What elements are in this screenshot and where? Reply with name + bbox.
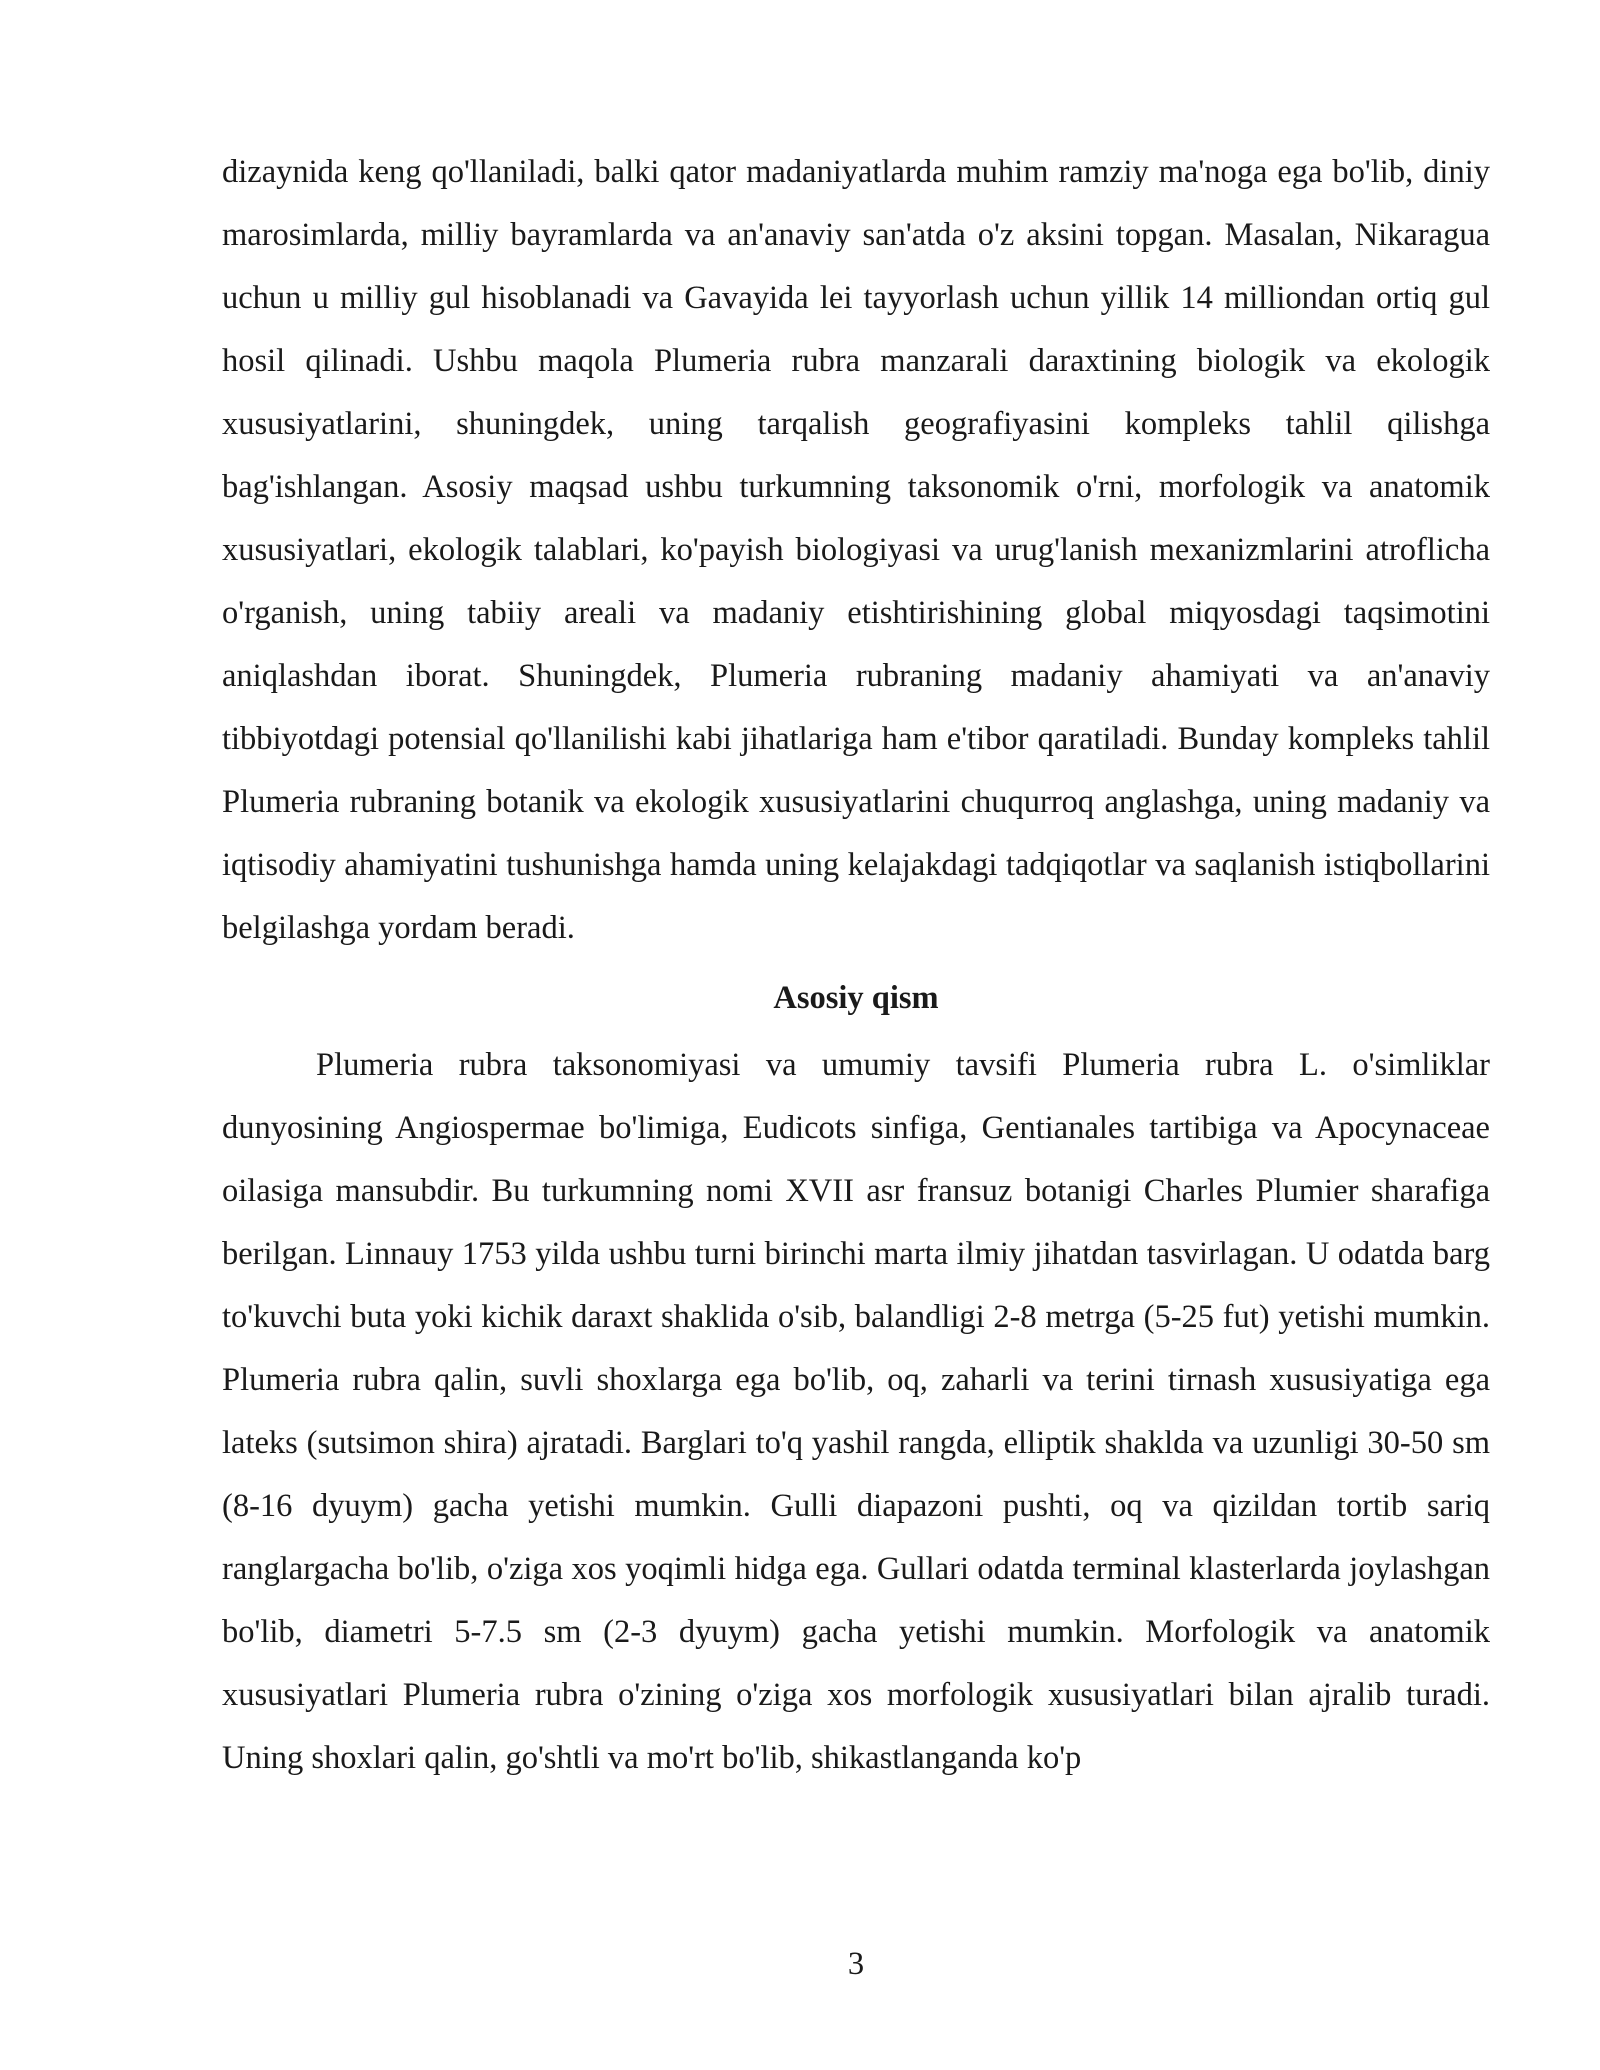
section-heading: Asosiy qism: [773, 980, 939, 1016]
intro-paragraph: dizaynida keng qo'llaniladi, balki qator madaniyatlarda muhim ramziy ma'noga ega bo'lib, diniy marosimlarda, milliy bayramlarda va an'anaviy san'atda o'z aksini topgan. Masalan, Nikaragua uchun u milliy gul hisoblanadi va Gavayida lei tayyorlash uchun yillik 14 milliondan ortiq gul hosil qilinadi. Ushbu maqola Plumeria rubra manzarali daraxtining biologik va ekologik xususiyatlarini, shuningdek, uning tarqalish geografiyasini kompleks tahlil qilishga bag'ishlangan. Asosiy maqsad ushbu turkumning taksonomik o'rni, morfologik va anatomik xususiyatlari, ekologik talablari, ko'payish biologiyasi va urug'lanish mexanizmlarini atroflicha o'rganish, uning tabiiy areali va madaniy etishtirishining global miqyosdagi taqsimotini aniqlashdan iborat. Shuningdek, Plumeria rubraning madaniy ahamiyati va an'anaviy tibbiyotdagi potensial qo'llanilishi kabi jihatlariga ham e'tibor qaratiladi. Bunday kompleks tahlil Plumeria rubraning botanik va ekologik xususiyatlarini chuqurroq anglashga, uning madaniy va iqtisodiy ahamiyatini tushunishga hamda uning kelajakdagi tadqiqotlar va saqlanish istiqbollarini belgilashga yordam beradi.: [222, 154, 1490, 946]
document-page: [222, 141, 1490, 1790]
main-paragraph: Plumeria rubra taksonomiyasi va umumiy tavsifi Plumeria rubra L. o'simliklar dunyosining Angiospermae bo'limiga, Eudicots sinfiga, Gentianales tartibiga va Apocynaceae oilasiga mansubdir. Bu turkumning nomi XVII asr fransuz botanigi Charles Plumier sharafiga berilgan. Linnauy 1753 yilda ushbu turni birinchi marta ilmiy jihatdan tasvirlagan. U odatda barg to'kuvchi buta yoki kichik daraxt shaklida o'sib, balandligi 2-8 metrga (5-25 fut) yetishi mumkin. Plumeria rubra qalin, suvli shoxlarga ega bo'lib, oq, zaharli va terini tirnash xususiyatiga ega lateks (sutsimon shira) ajratadi. Barglari to'q yashil rangda, elliptik shaklda va uzunligi 30-50 sm (8-16 dyuym) gacha yetishi mumkin. Gulli diapazoni pushti, oq va qizildan tortib sariq ranglargacha bo'lib, o'ziga xos yoqimli hidga ega. Gullari odatda terminal klasterlarda joylashgan bo'lib, diametri 5-7.5 sm (2-3 dyuym) gacha yetishi mumkin. Morfologik va anatomik xususiyatlari Plumeria rubra o'zining o'ziga xos morfologik xususiyatlari bilan ajralib turadi. Uning shoxlari qalin, go'shtli va mo'rt bo'lib, shikastlanganda ko'p: [222, 1047, 1490, 1776]
page-number: 3: [847, 1946, 865, 1982]
